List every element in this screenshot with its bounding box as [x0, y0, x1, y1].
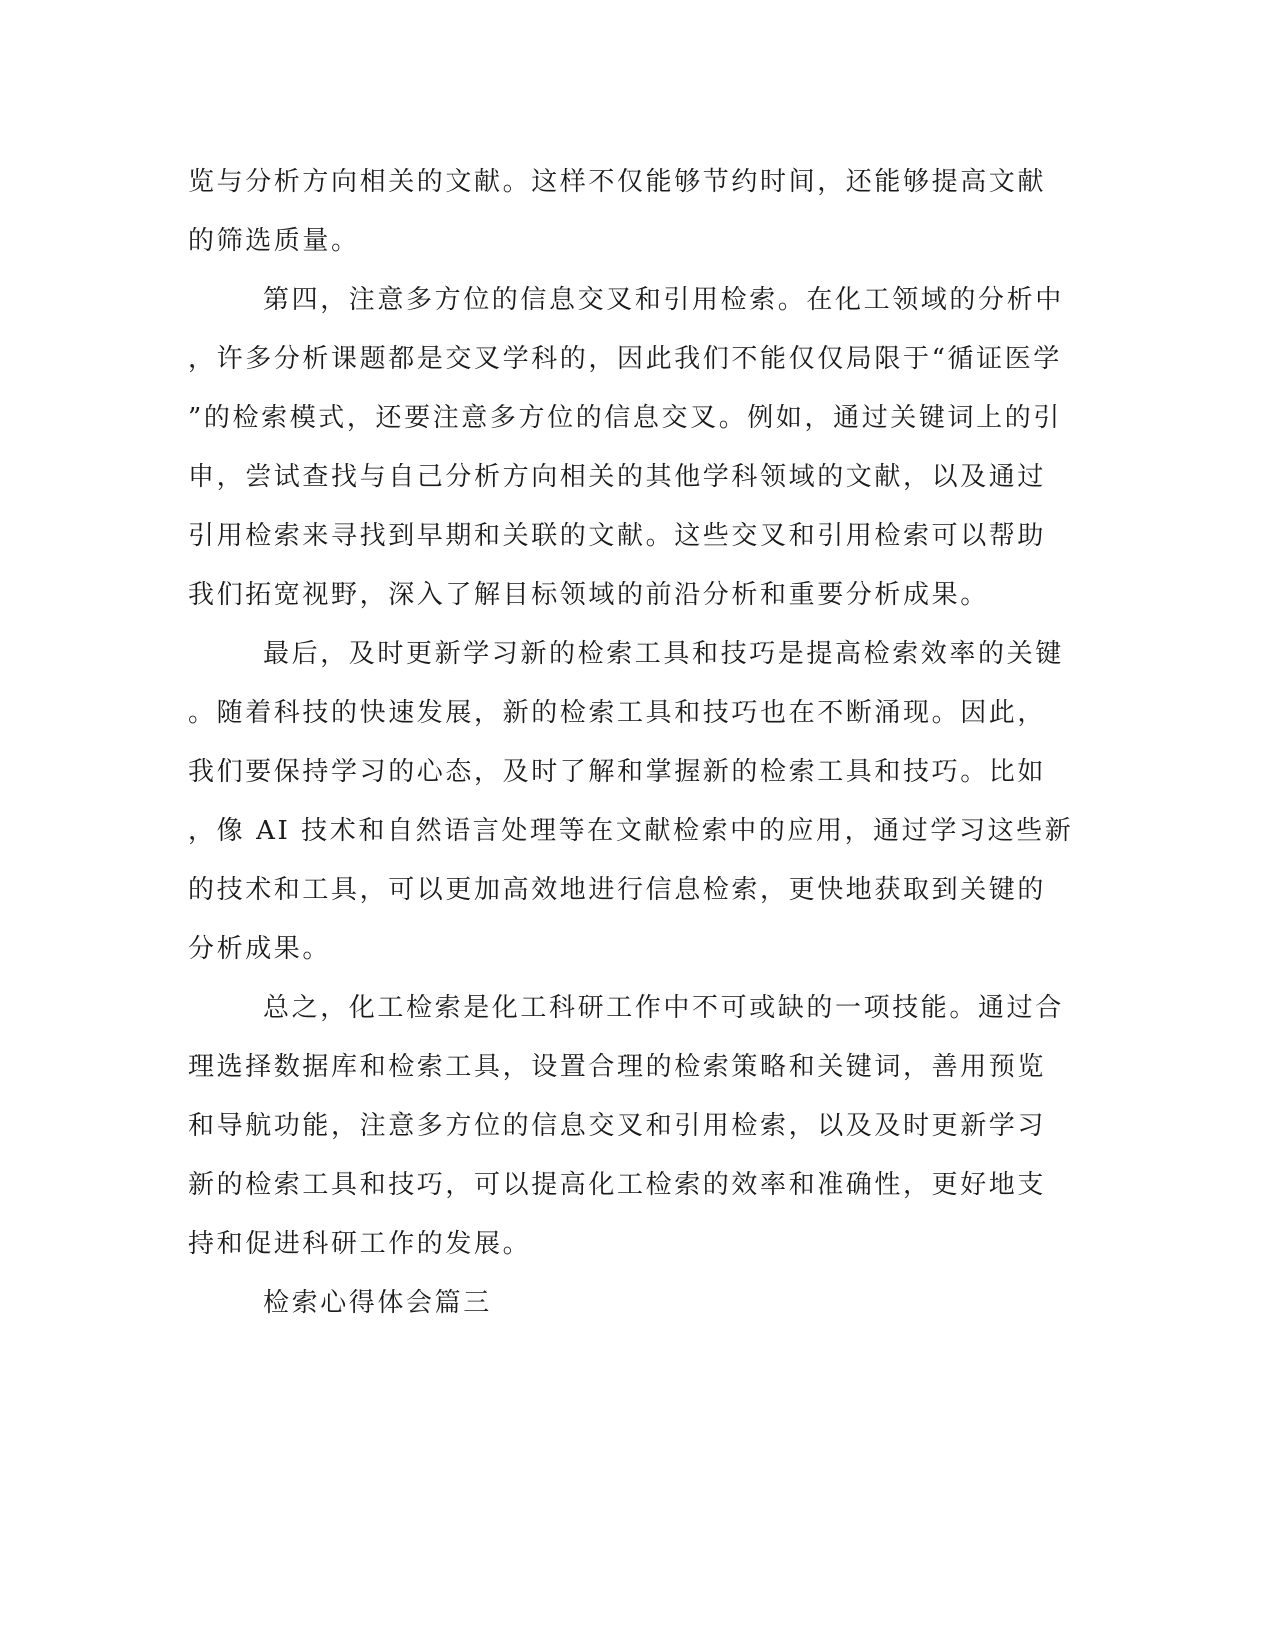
document-page: 览与分析方向相关的文献。这样不仅能够节约时间，还能够提高文献 的筛选质量。 第四，注意多方位的信息交叉和引用检索。在化工领域的分析中 ，许多分析课题都是交叉学科的，因此我们不能仅仅局限于“循证医学 ”的检索模式，还要注意多方位的信息交叉。例如，通过关键词上的引 申，尝试查找与自己分析方向相关的其他学科领域的文献，以及通过 引用检索来寻找到早期和关联的文献。这些交叉和引用检索可以帮助 我们拓宽视野，深入了解目标领域的前沿分析和重要分析成果。 最后，及时更新学习新的检索工具和技巧是提高检索效率的关键 。随着科技的快速发展，新的检索工具和技巧也在不断涌现。因此， 我们要保持学习的心态，及时了解和掌握新的检索工具和技巧。比如 ，像 AI 技术和自然语言处理等在文献检索中的应用，通过学习这些新 的技术和工具，可以更加高效地进行信息检索，更快地获取到关键的 分析成果。 总之，化工检索是化工科研工作中不可或缺的一项技能。通过合 理选择数据库和检索工具，设置合理的检索策略和关键词，善用预览 和导航功能，注意多方位的信息交叉和引用检索，以及及时更新学习 新的检索工具和技巧，可以提高化工检索的效率和准确性，更好地支 持和促进科研工作的发展。 检索心得体会篇三	[188, 167, 1074, 1318]
